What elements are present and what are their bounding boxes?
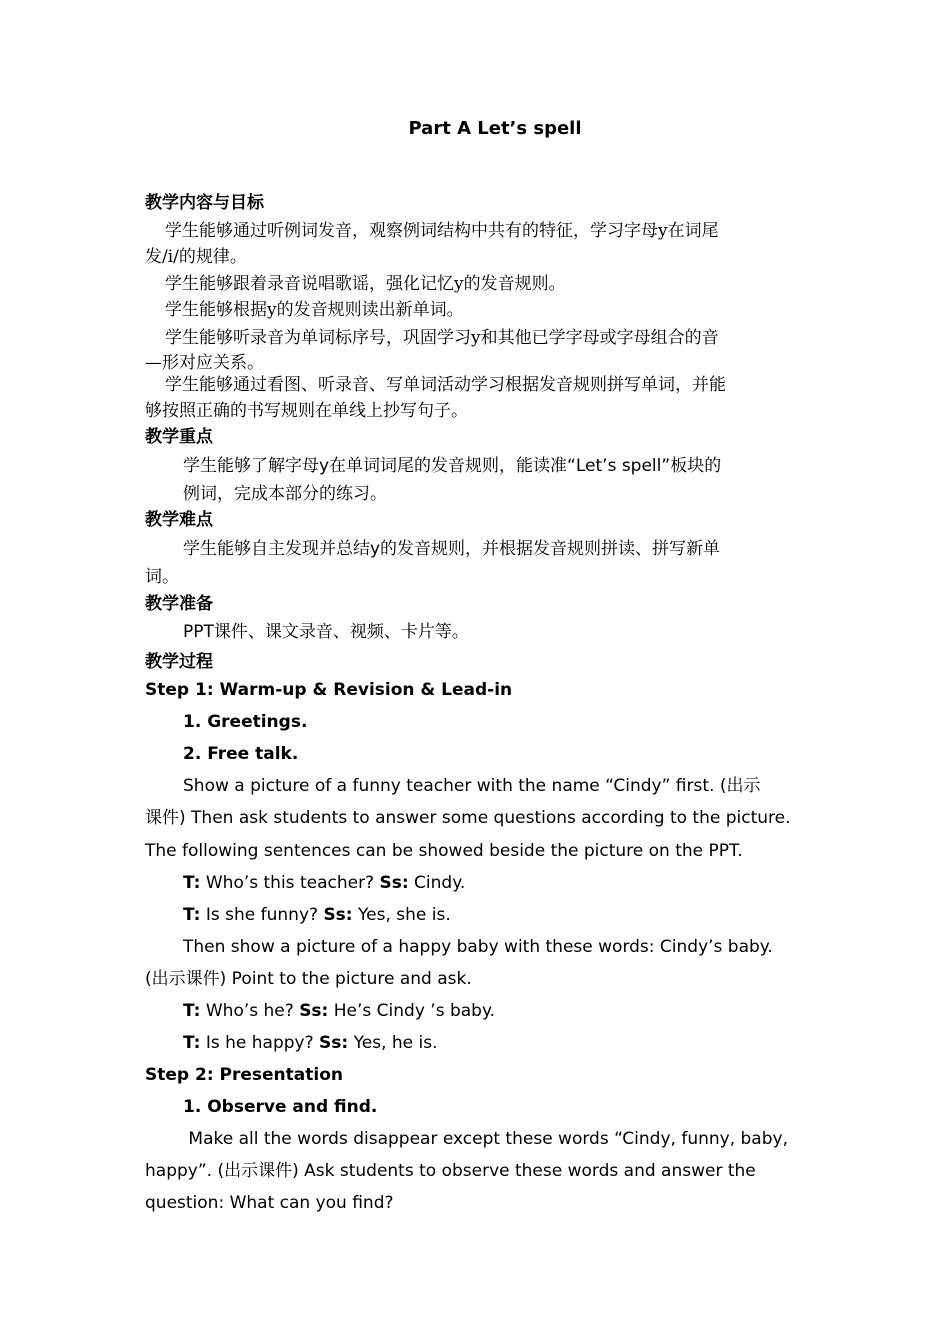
students-label: Ss: [323,905,353,925]
students-text: Cindy. [408,873,466,893]
teacher-label: T: [183,1033,201,1053]
paragraph-line: Make all the words disappear except these words “Cindy, funny, baby, [183,1129,788,1149]
teacher-label: T: [183,905,201,925]
objectives-line: —形对应关系。 [145,353,264,373]
key-points-line: 例词，完成本部分的练习。 [183,484,387,504]
students-label: Ss: [319,1033,349,1053]
step1-title: Step 1: Warm-up & Revision & Lead-in [145,680,513,700]
step2-title: Step 2: Presentation [145,1065,343,1085]
paragraph-line: The following sentences can be showed beside the picture on the PPT. [145,841,743,861]
teacher-text: Who’s this teacher? [200,873,380,893]
dialogue-line [183,904,451,926]
dialogue-line [183,872,465,894]
students-text: Yes, she is. [352,905,451,925]
step1-item: 1. Greetings. [183,712,308,732]
paragraph-line: question: What can you find? [145,1193,394,1213]
paragraph-line: Then show a picture of a happy baby with these words: Cindy’s baby. [183,937,773,957]
teacher-label: T: [183,1001,201,1021]
page-title: Part A Let’s spell [408,118,582,139]
objectives-line: 够按照正确的书写规则在单线上抄写句子。 [145,401,468,421]
objectives-line: 学生能够根据y的发音规则读出新单词。 [165,300,464,320]
preparation-heading: 教学准备 [145,594,213,614]
paragraph-line: Show a picture of a funny teacher with the name “Cindy” first. (出示 [183,776,761,796]
paragraph-line: 课件) Then ask students to answer some questions according to the picture. [145,808,791,828]
students-text: He’s Cindy ’s baby. [328,1001,495,1021]
difficulties-line: 词。 [145,567,179,587]
key-points-line: 学生能够了解字母y在单词词尾的发音规则，能读准“Let’s spell”板块的 [183,456,722,476]
step2-item: 1. Observe and find. [183,1097,378,1117]
objectives-line: 学生能够跟着录音说唱歌谣，强化记忆y的发音规则。 [165,274,566,294]
teacher-text: Is he happy? [200,1033,320,1053]
objectives-heading: 教学内容与目标 [145,193,264,213]
dialogue-line [183,1032,438,1054]
dialogue-line [183,1000,495,1022]
teacher-label: T: [183,873,201,893]
objectives-line: 学生能够通过听例词发音，观察例词结构中共有的特征，学习字母y在词尾 [165,221,719,241]
key-points-heading: 教学重点 [145,427,213,447]
students-text: Yes, he is. [348,1033,438,1053]
preparation-line: PPT课件、课文录音、视频、卡片等。 [183,622,469,642]
step1-item: 2. Free talk. [183,744,299,764]
teacher-text: Is she funny? [200,905,324,925]
students-label: Ss: [299,1001,329,1021]
paragraph-line: happy”. (出示课件) Ask students to observe these words and answer the [145,1161,756,1181]
objectives-line: 发/i/的规律。 [145,247,247,267]
paragraph-line: (出示课件) Point to the picture and ask. [145,969,472,989]
teacher-text: Who’s he? [200,1001,300,1021]
objectives-line: 学生能够听录音为单词标序号，巩固学习y和其他已学字母或字母组合的音 [165,328,719,348]
difficulties-heading: 教学难点 [145,510,213,530]
objectives-line: 学生能够通过看图、听录音、写单词活动学习根据发音规则拼写单词，并能 [165,375,726,395]
process-heading: 教学过程 [145,652,213,672]
students-label: Ss: [379,873,409,893]
difficulties-line: 学生能够自主发现并总结y的发音规则，并根据发音规则拼读、拼写新单 [183,539,721,559]
